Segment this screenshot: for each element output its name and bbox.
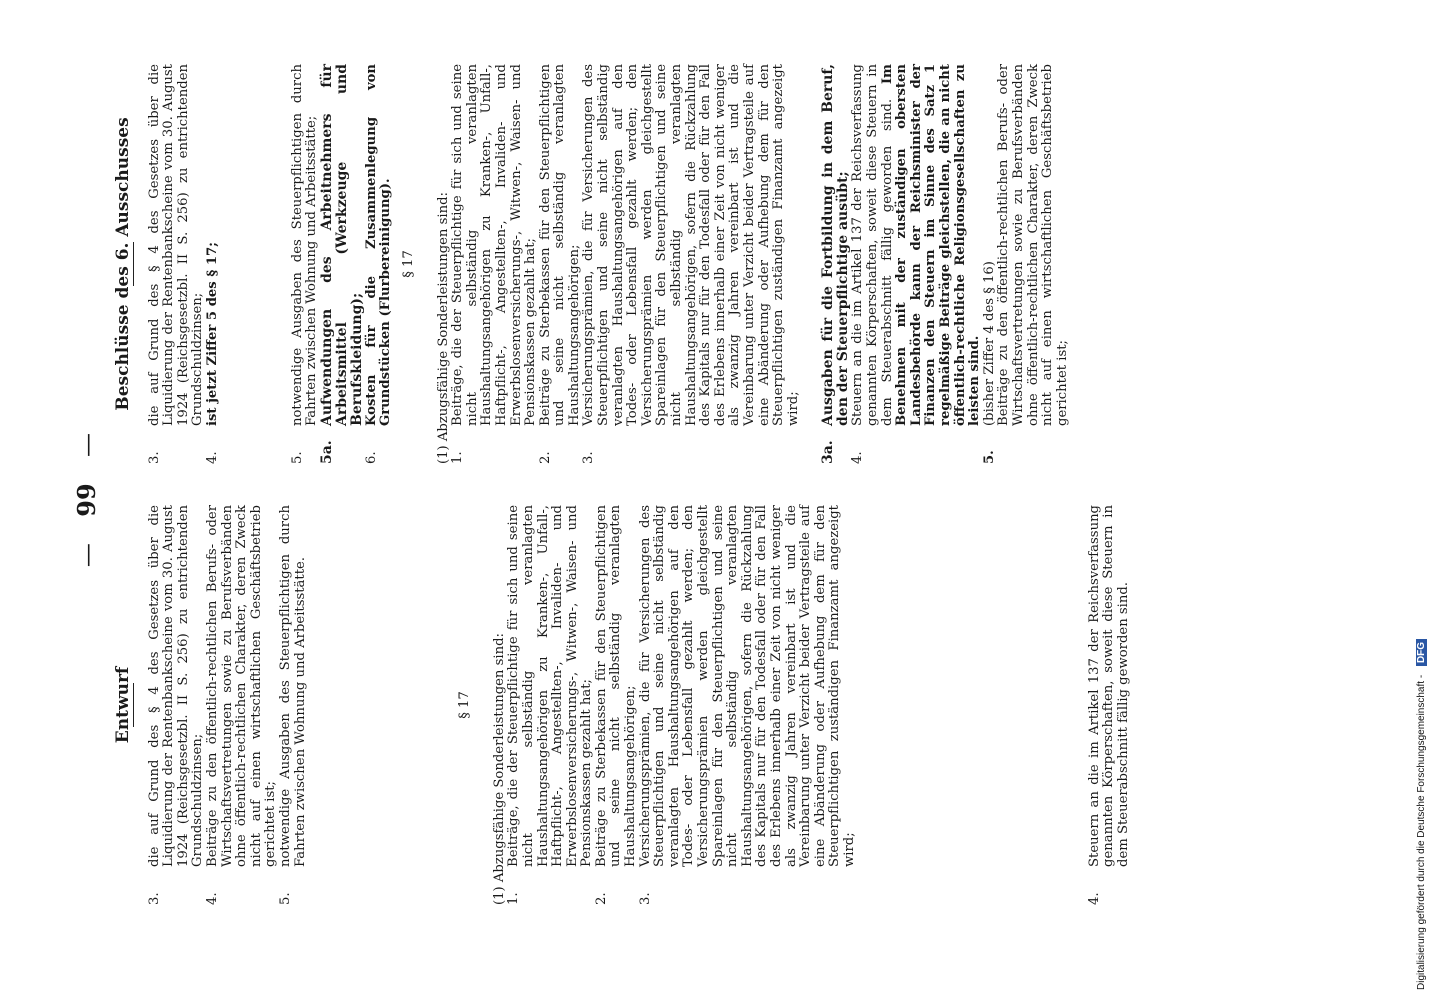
sidebar-credit	[1412, 0, 1434, 1000]
list-item	[206, 64, 221, 464]
list-item	[279, 505, 308, 905]
item-text: notwendige Ausgaben des Steuerpflichtigen durch Fahrten zwischen Wohnung und Arbeitsstätte.	[277, 505, 308, 867]
item-text: Beiträge zu den öffentlich-rechtlichen Berufs- oder Wirtschaftsvertretungen sowie zu Berufsverbänden ohne öffentlich-rechtlichen Charakter, deren Zweck nicht auf einen wirtschaftlichen Geschäftsbetrieb gerichtet ist;	[204, 505, 279, 867]
list-item	[291, 64, 320, 464]
item-text: notwendige Ausgaben des Steuerpflichtigen durch Fahrten zwischen Wohnung und Arbeitsstätte;	[289, 64, 320, 426]
item-number: 2.	[593, 892, 609, 905]
credit-text	[1416, 639, 1427, 990]
list-item	[639, 505, 858, 905]
list-item	[507, 505, 595, 905]
credit-label: Digitalisierung gefördert durch die Deutsche Forschungsgemeinschaft -	[1416, 674, 1427, 990]
item-number: 5.	[289, 451, 305, 464]
list-item	[320, 64, 365, 464]
list-item	[539, 64, 583, 464]
item-number: 3.	[581, 451, 597, 464]
item-number: 5a.	[318, 440, 335, 464]
column-beschluesse	[108, 64, 1070, 464]
item-text: Ausgaben für die Fortbildung in dem Beruf, den der Steuerpflichtige ausübt;	[820, 64, 852, 426]
item-text-amendment: Im Benehmen mit der zuständigen obersten Landesbehörde kann der Reichsminister der Finanzen den Steuern im Sinne des Satz 1 regelmäßige Beiträge gleichstellen, die an nicht öffentlich-rechtliche Religionsgesellschaften zu leisten sind.	[879, 64, 983, 426]
list-item	[851, 64, 982, 464]
item-number: 6.	[363, 451, 379, 464]
item-number: 4.	[204, 892, 220, 905]
list-item	[365, 64, 394, 464]
list-item	[451, 64, 539, 464]
list-item	[582, 64, 801, 464]
list-item	[821, 64, 851, 464]
item-text: ist jetzt Ziffer 5 des § 17;	[204, 241, 220, 426]
item-text: Beiträge, die der Steuerpflichtige für sich und seine nicht selbständig veranlagten Haushaltungsangehörigen zu Kranken-, Unfall-, Haftpflicht-, Angestellten-, Invaliden- und Erwerbslosenversicherungs-, Witwen-, Waisen- und Pensionskassen gezahlt hat;	[450, 64, 539, 426]
item-text: Steuern an die im Artikel 137 der Reichsverfassung genannten Körperschaften, soweit diese Steuern in dem Steuerabschnitt fällig geworden sind.	[1086, 505, 1131, 867]
column-entwurf	[108, 505, 1131, 905]
item-text: Steuern an die im Artikel 137 der Reichsverfassung genannten Körperschaften, soweit diese Steuern in dem Steuerabschnitt fällig geworden sind.	[850, 64, 895, 426]
list-item	[148, 505, 206, 905]
item-text: Beiträge zu den öffentlich-rechtlichen Berufs- oder Wirtschaftsvertretungen sowie zu Berufsverbänden ohne öffentlich-rechtlichen Charakter, deren Zweck nicht auf einen wirtschaftlichen Geschäftsbetrieb gerichtet ist;	[996, 64, 1070, 426]
item-number: 5.	[277, 892, 293, 905]
page-number: 99	[72, 483, 101, 517]
page-header	[72, 20, 112, 980]
dfg-logo: DFG	[1416, 639, 1427, 666]
section-heading: § 17	[457, 691, 473, 719]
list-item	[1088, 505, 1132, 905]
item-text: die auf Grund des § 4 des Gesetzes über die Liquidierung der Rentenbankscheine vom 30. August 1924 (Reichsgesetzbl. II S. 256) zu entrichtenden Grundschuldzinsen;	[146, 64, 206, 426]
item-note: (bisher Ziffer 4 des § 16)	[981, 261, 997, 426]
item-number: 2.	[537, 451, 553, 464]
item-number: 4.	[204, 451, 220, 464]
item-text: Beiträge, die der Steuerpflichtige für sich und seine nicht selbständig veranlagten Haushaltungsangehörigen zu Kranken-, Unfall-, Haftpflicht-, Angestellten-, Invaliden- und Erwerbslosenversicherungs-, Witwen-, Waisen- und Pensionskassen gezahlt hat;	[506, 505, 595, 867]
item-number: 3.	[146, 451, 162, 464]
list-item	[148, 64, 206, 464]
item-number: 3a.	[820, 440, 837, 464]
item-text: Beiträge zu Sterbekassen für den Steuerpflichtigen und seine nicht selbständig veranlagten Haushaltungsangehörigen;	[537, 64, 582, 426]
section-intro: (1) Abzugsfähige Sonderleistungen sind:	[491, 633, 507, 905]
item-number: 3.	[637, 892, 653, 905]
item-text: Beiträge zu Sterbekassen für den Steuerpflichtigen und seine nicht selbständig veranlagten Haushaltungsangehörigen;	[593, 505, 639, 867]
item-number: 4.	[1086, 892, 1102, 905]
column-title: Entwurf	[113, 666, 133, 744]
list-item	[595, 505, 639, 905]
item-text: Versicherungsprämien, die für Versicherungen des Steuerpflichtigen und seine nicht selbständig veranlagten Haushaltungsangehörigen auf den Todes- oder Lebensfall gezahlt werden; den Versicherungsprämien werden gleichgestellt Spareinlagen für den Steuerpflichtigen und seine nicht selbständig veranlagten Haushaltungsangehörigen, sofern die Rückzahlung des Kapitals nur für den Todesfall oder für den Fall des Erlebens innerhalb einer Zeit von nicht weniger als zwanzig Jahren vereinbart ist und die Vereinbarung unter Verzicht beider Vertragsteile auf eine Abänderung oder Aufhebung dem für den Steuerpflichtigen zuständigen Finanzamt angezeigt wird;	[581, 64, 801, 426]
list-item	[206, 505, 279, 905]
item-text: Kosten für die Zusammenlegung von Grundstücken (Flurbereinigung).	[363, 64, 394, 426]
item-number: 1.	[450, 451, 466, 464]
item-text: Aufwendungen des Arbeitnehmers für Arbeitsmittel (Werkzeuge und Berufskleidung);	[318, 64, 365, 426]
list-item	[983, 64, 1071, 464]
header-dash-right: —	[73, 432, 101, 457]
item-number: 4.	[850, 451, 866, 464]
section-intro: (1) Abzugsfähige Sonderleistungen sind:	[435, 192, 451, 464]
header-dash-left: —	[73, 543, 101, 568]
column-title: Beschlüsse des 6. Ausschusses	[113, 117, 133, 411]
section-heading: § 17	[400, 250, 416, 278]
item-text: Versicherungsprämien, die für Versicherungen des Steuerpflichtigen und seine nicht selbständig veranlagten Haushaltungsangehörigen auf den Todes- oder Lebensfall gezahlt werden; den Versicherungsprämien werden gleichgestellt Spareinlagen für den Steuerpflichtigen und seine nicht selbständig veranlagten Haushaltungsangehörigen, sofern die Rückzahlung des Kapitals nur für den Todesfall oder für den Fall des Erlebens innerhalb einer Zeit von nicht weniger als zwanzig Jahren vereinbart ist und die Vereinbarung unter Verzicht beider Vertragsteile auf eine Abänderung oder Aufhebung dem für den Steuerpflichtigen zuständigen Finanzamt angezeigt wird;	[637, 505, 857, 867]
item-number: 1.	[506, 892, 522, 905]
item-text: die auf Grund des § 4 des Gesetzes über die Liquidierung der Rentenbankscheine vom 30. August 1924 (Reichsgesetzbl. II S. 256) zu entrichtenden Grundschuldzinsen;	[146, 505, 206, 867]
item-number: 5.	[981, 450, 997, 464]
item-number: 3.	[146, 892, 162, 905]
